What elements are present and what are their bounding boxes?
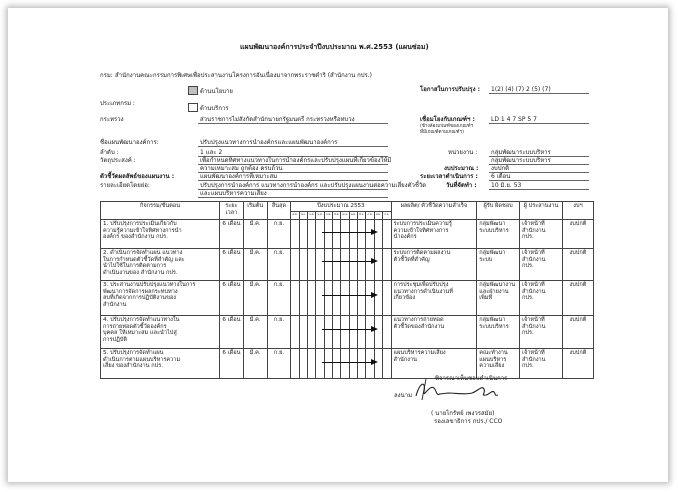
link-value: LD 1 4 7 SP 5 7 xyxy=(491,116,537,123)
budget-value: งบปกติ xyxy=(491,165,510,172)
activity-cell: 1. ปรับปรุงการประเมินเกี่ยวกับ ความรู้ความเข้าใจทิศทางการนำ องค์กร ของสำนักงาน กปร. xyxy=(101,220,220,249)
month-header: มี.ค. xyxy=(333,212,341,220)
gantt-bar-3 xyxy=(322,295,372,296)
gantt-bar-1 xyxy=(322,232,372,233)
month-header: ธ.ค. xyxy=(308,212,316,220)
month-header: ก.พ. xyxy=(324,212,332,220)
owner-cell: กลุ่มพัฒนา ระบบบริหาร xyxy=(477,316,520,349)
activity-cell: 3. ประสานงานปรับปรุงแนวทางในการ พัฒนาการจัดการผลกระทบทาง ลบที่เกิดจากการปฏิบัติงานของ สำนักงาน xyxy=(101,281,220,316)
approval-heading: พิจารณาเห็นชอบดำเนินการ xyxy=(435,375,508,382)
gantt-bar-5 xyxy=(322,362,372,363)
contact-cell: เจ้าหน้าที่ สำนักงาน กปร. xyxy=(520,249,563,281)
header-activity: กิจกรรม/ขั้นตอน xyxy=(101,202,220,220)
plan-table xyxy=(100,201,594,379)
end-cell: ก.ย. xyxy=(267,281,291,316)
service-checkbox xyxy=(188,103,198,112)
department-value: สำนักงานคณะกรรมการพิเศษเพื่อประสานงานโครงการอันเนื่องมาจากพระราชดำริ (สำนักงาน กปร.) xyxy=(115,72,373,79)
header-contact: ผู้ ประสานงาน xyxy=(520,202,563,220)
budget-label: งบประมาณ : xyxy=(444,165,479,172)
budget-cell: งบปกติ xyxy=(562,249,593,281)
indicator-value: แผนพัฒนาองค์การที่เหมาะสม xyxy=(200,173,278,180)
policy-option-label: ด้านนโยบาย xyxy=(200,88,233,95)
gantt-bar-2 xyxy=(322,261,372,262)
month-header: ม.ค. xyxy=(316,212,324,220)
service-option-label: ด้านบริการ xyxy=(200,105,229,112)
approver-name: ( นายไกรัทย์ เพงวรสมัย) xyxy=(431,410,495,417)
header-end: สิ้นสุด xyxy=(267,202,291,220)
month-header: มิ.ย. xyxy=(358,212,366,220)
start-cell: มี.ค. xyxy=(243,220,267,249)
owner-cell: คณะทำงาน แผนบริหาร ความเสี่ยง xyxy=(477,349,520,379)
table-row xyxy=(101,249,594,281)
gantt-arrow-3 xyxy=(371,292,378,298)
policy-checkbox xyxy=(188,86,198,95)
start-cell: มี.ค. xyxy=(243,316,267,349)
gantt-arrow-5 xyxy=(371,359,378,365)
contact-cell: เจ้าหน้าที่ สำนักงาน กปร. xyxy=(520,220,563,249)
table-row xyxy=(101,316,594,349)
month-header: ก.ย. xyxy=(383,212,391,220)
gantt-arrow-4 xyxy=(371,326,378,332)
period-cell: 6 เดือน xyxy=(220,316,244,349)
period-cell: 6 เดือน xyxy=(220,249,244,281)
month-header: ต.ค. xyxy=(291,212,299,220)
month-header: ส.ค. xyxy=(374,212,382,220)
unit-label: หน่วยงาน : xyxy=(448,149,478,156)
budget-cell: งบปกติ xyxy=(562,220,593,249)
objective-value-2: ความเหมาะสม ถูกต้อง ครบถ้วน xyxy=(200,165,283,172)
detail-value-1: ปรับปรุงการนำองค์การ แนวทางการนำองค์กร และปรับปรุงแผนงานต่อความเสี่ยงตัวชี้วัด xyxy=(200,182,427,189)
start-cell: มี.ค. xyxy=(243,249,267,281)
department-label: กรม: xyxy=(100,72,113,79)
month-header: เม.ย. xyxy=(341,212,349,220)
month-header: ก.ค. xyxy=(366,212,374,220)
activity-cell: 5. ปรับปรุงการจัดทำแผน ดำเนินการตามแผนบริหารความ เสี่ยง ของสำนักงาน กปร. xyxy=(101,349,220,379)
header-start: เริ่มต้น xyxy=(243,202,267,220)
link-label: เชื่อมโยงกับเกณฑ์ฯ : xyxy=(420,116,475,123)
output-cell: ระบบการติดตามผลงาน ตัวชี้วัดที่สำคัญ xyxy=(391,249,477,281)
table-row xyxy=(101,349,594,379)
period-cell: 6 เดือน xyxy=(220,281,244,316)
contact-cell: เจ้าหน้าที่ สำนักงาน กปร. xyxy=(520,349,563,379)
output-cell: แนวทางการถ่ายทอด ตัวชี้วัดของสำนักงาน xyxy=(391,316,477,349)
owner-cell: กลุ่มพัฒนางาน และฝ่ายงาน เพิ่มที่ xyxy=(477,281,520,316)
objective-value-1: เพื่อกำหนดทิศทางแนวทางในการนำองค์กรและปรับปรุงแผนที่เกี่ยวข้องให้มี xyxy=(200,157,392,164)
activity-cell: 2. ดำเนินการจัดทำแผน แนวทาง ในการกำหนดตัวชี้วัดที่สำคัญ และ นำไปใช้ในการติดตามการ ดำเนินงานของ สำนักงาน กปร. xyxy=(101,249,220,281)
budget-cell: งบปกติ xyxy=(562,281,593,316)
link-note-1: (ข้างล้องเกณฑ์ของเกณฑ์ฯ xyxy=(420,124,474,129)
end-cell: ก.ย. xyxy=(267,249,291,281)
owner-cell: กลุ่มพัฒนา ระบบบริหาร xyxy=(477,220,520,249)
header-owner: ผู้รับ ผิดชอบ xyxy=(477,202,520,220)
start-cell: มี.ค. xyxy=(243,281,267,316)
header-output: ผลผลิต/ ตัวชี้วัดความสำเร็จ xyxy=(391,202,477,220)
signature-image xyxy=(412,376,502,402)
period-cell: 6 เดือน xyxy=(220,349,244,379)
duration-value: 6 เดือน xyxy=(491,173,511,180)
plan-name-value: ปรับปรุงแนวทางการนำองค์กรและแผนพัฒนาองค์การ xyxy=(200,139,338,146)
unit-value-2: กลุ่มพัฒนาระบบบริหาร xyxy=(491,157,551,164)
document-title: แผนพัฒนาองค์การประจำปีงบประมาณ พ.ศ.2553 (แผนซ่อม) xyxy=(240,43,429,51)
plan-name-label: ชื่อแผนพัฒนาองค์การ: xyxy=(100,139,159,146)
order-value: 1 และ 2 xyxy=(200,149,223,156)
output-cell: แผนบริหารความเสี่ยง สำนักงาน xyxy=(391,349,477,379)
owner-cell: กลุ่มพัฒนาระบบ xyxy=(477,249,520,281)
sign-label: ลงนาม xyxy=(394,392,413,399)
type-label: ประเภทกรม : xyxy=(100,100,135,107)
end-cell: ก.ย. xyxy=(267,349,291,379)
duration-label: ระยะเวลาดำเนินการ : xyxy=(420,173,478,180)
gantt-arrow-1 xyxy=(371,229,378,235)
table-row xyxy=(101,220,594,249)
objective-label: วัตถุประสงค์ : xyxy=(100,157,136,164)
indicator-label: ตัวชี้วัดผลลัพธ์ของแผนงาน : xyxy=(100,173,175,180)
opportunity-label: โอกาสในการปรับปรุง : xyxy=(420,86,481,93)
end-cell: ก.ย. xyxy=(267,220,291,249)
table-row xyxy=(101,281,594,316)
approver-position: รองเลขาธิการ กปร./ CCO xyxy=(434,418,503,425)
start-cell: มี.ค. xyxy=(243,349,267,379)
month-header: พ.ย. xyxy=(299,212,307,220)
unit-value: กลุ่มพัฒนาระบบบริหาร xyxy=(491,149,551,156)
activity-cell: 4. ปรับปรุงการจัดทำแนวทางใน การถ่ายทอดตัวชี้วัดองค์กร บุคคล ให้เหมาะสม และนำไปสู่ การปฏิบัติ xyxy=(101,316,220,349)
link-note-2: ที่มีเกณฑ์ตามเกณฑ์ฯ) xyxy=(420,130,464,135)
header-period: ระยะ เวลา xyxy=(220,202,244,220)
output-cell: ระบบการประเมินความรู้ ความเข้าใจทิศทางการ นำองค์กร xyxy=(391,220,477,249)
budget-cell: งบปกติ xyxy=(562,349,593,379)
document-page xyxy=(8,8,668,482)
detail-label: รายละเอียดโดยย่อ: xyxy=(100,182,150,189)
ministry-label: กระทรวง xyxy=(100,116,124,123)
contact-cell: เจ้าหน้าที่ สำนักงาน กปร. xyxy=(520,281,563,316)
month-header: พ.ค. xyxy=(349,212,357,220)
order-label: ลำดับ : xyxy=(100,149,119,156)
period-cell: 6 เดือน xyxy=(220,220,244,249)
detail-value-2: และแผนบริหารความเสี่ยง xyxy=(200,190,267,197)
header-budget: งบฯ xyxy=(562,202,593,220)
gantt-arrow-2 xyxy=(371,258,378,264)
header-budget-year: ปีงบประมาณ 2553 xyxy=(291,202,391,212)
ministry-value: ส่วนราชการไม่สังกัดสำนักนายกรัฐมนตรี กระทรวงหรือทบวง xyxy=(200,116,355,123)
output-cell: การประชุมเพื่อปรับปรุง แนวทางการดำเนินงานที่ เกี่ยวข้อง xyxy=(391,281,477,316)
date-label: วันที่จัดทำ : xyxy=(446,182,477,189)
budget-cell: งบปกติ xyxy=(562,316,593,349)
opportunity-value: 1(2) (4) (7) 2 (5) (7) xyxy=(491,86,551,93)
date-value: 10 มิ.ย. 53 xyxy=(491,182,522,189)
gantt-bar-4 xyxy=(322,329,372,330)
contact-cell: เจ้าหน้าที่ สำนักงาน กปร. xyxy=(520,316,563,349)
end-cell: ก.ย. xyxy=(267,316,291,349)
